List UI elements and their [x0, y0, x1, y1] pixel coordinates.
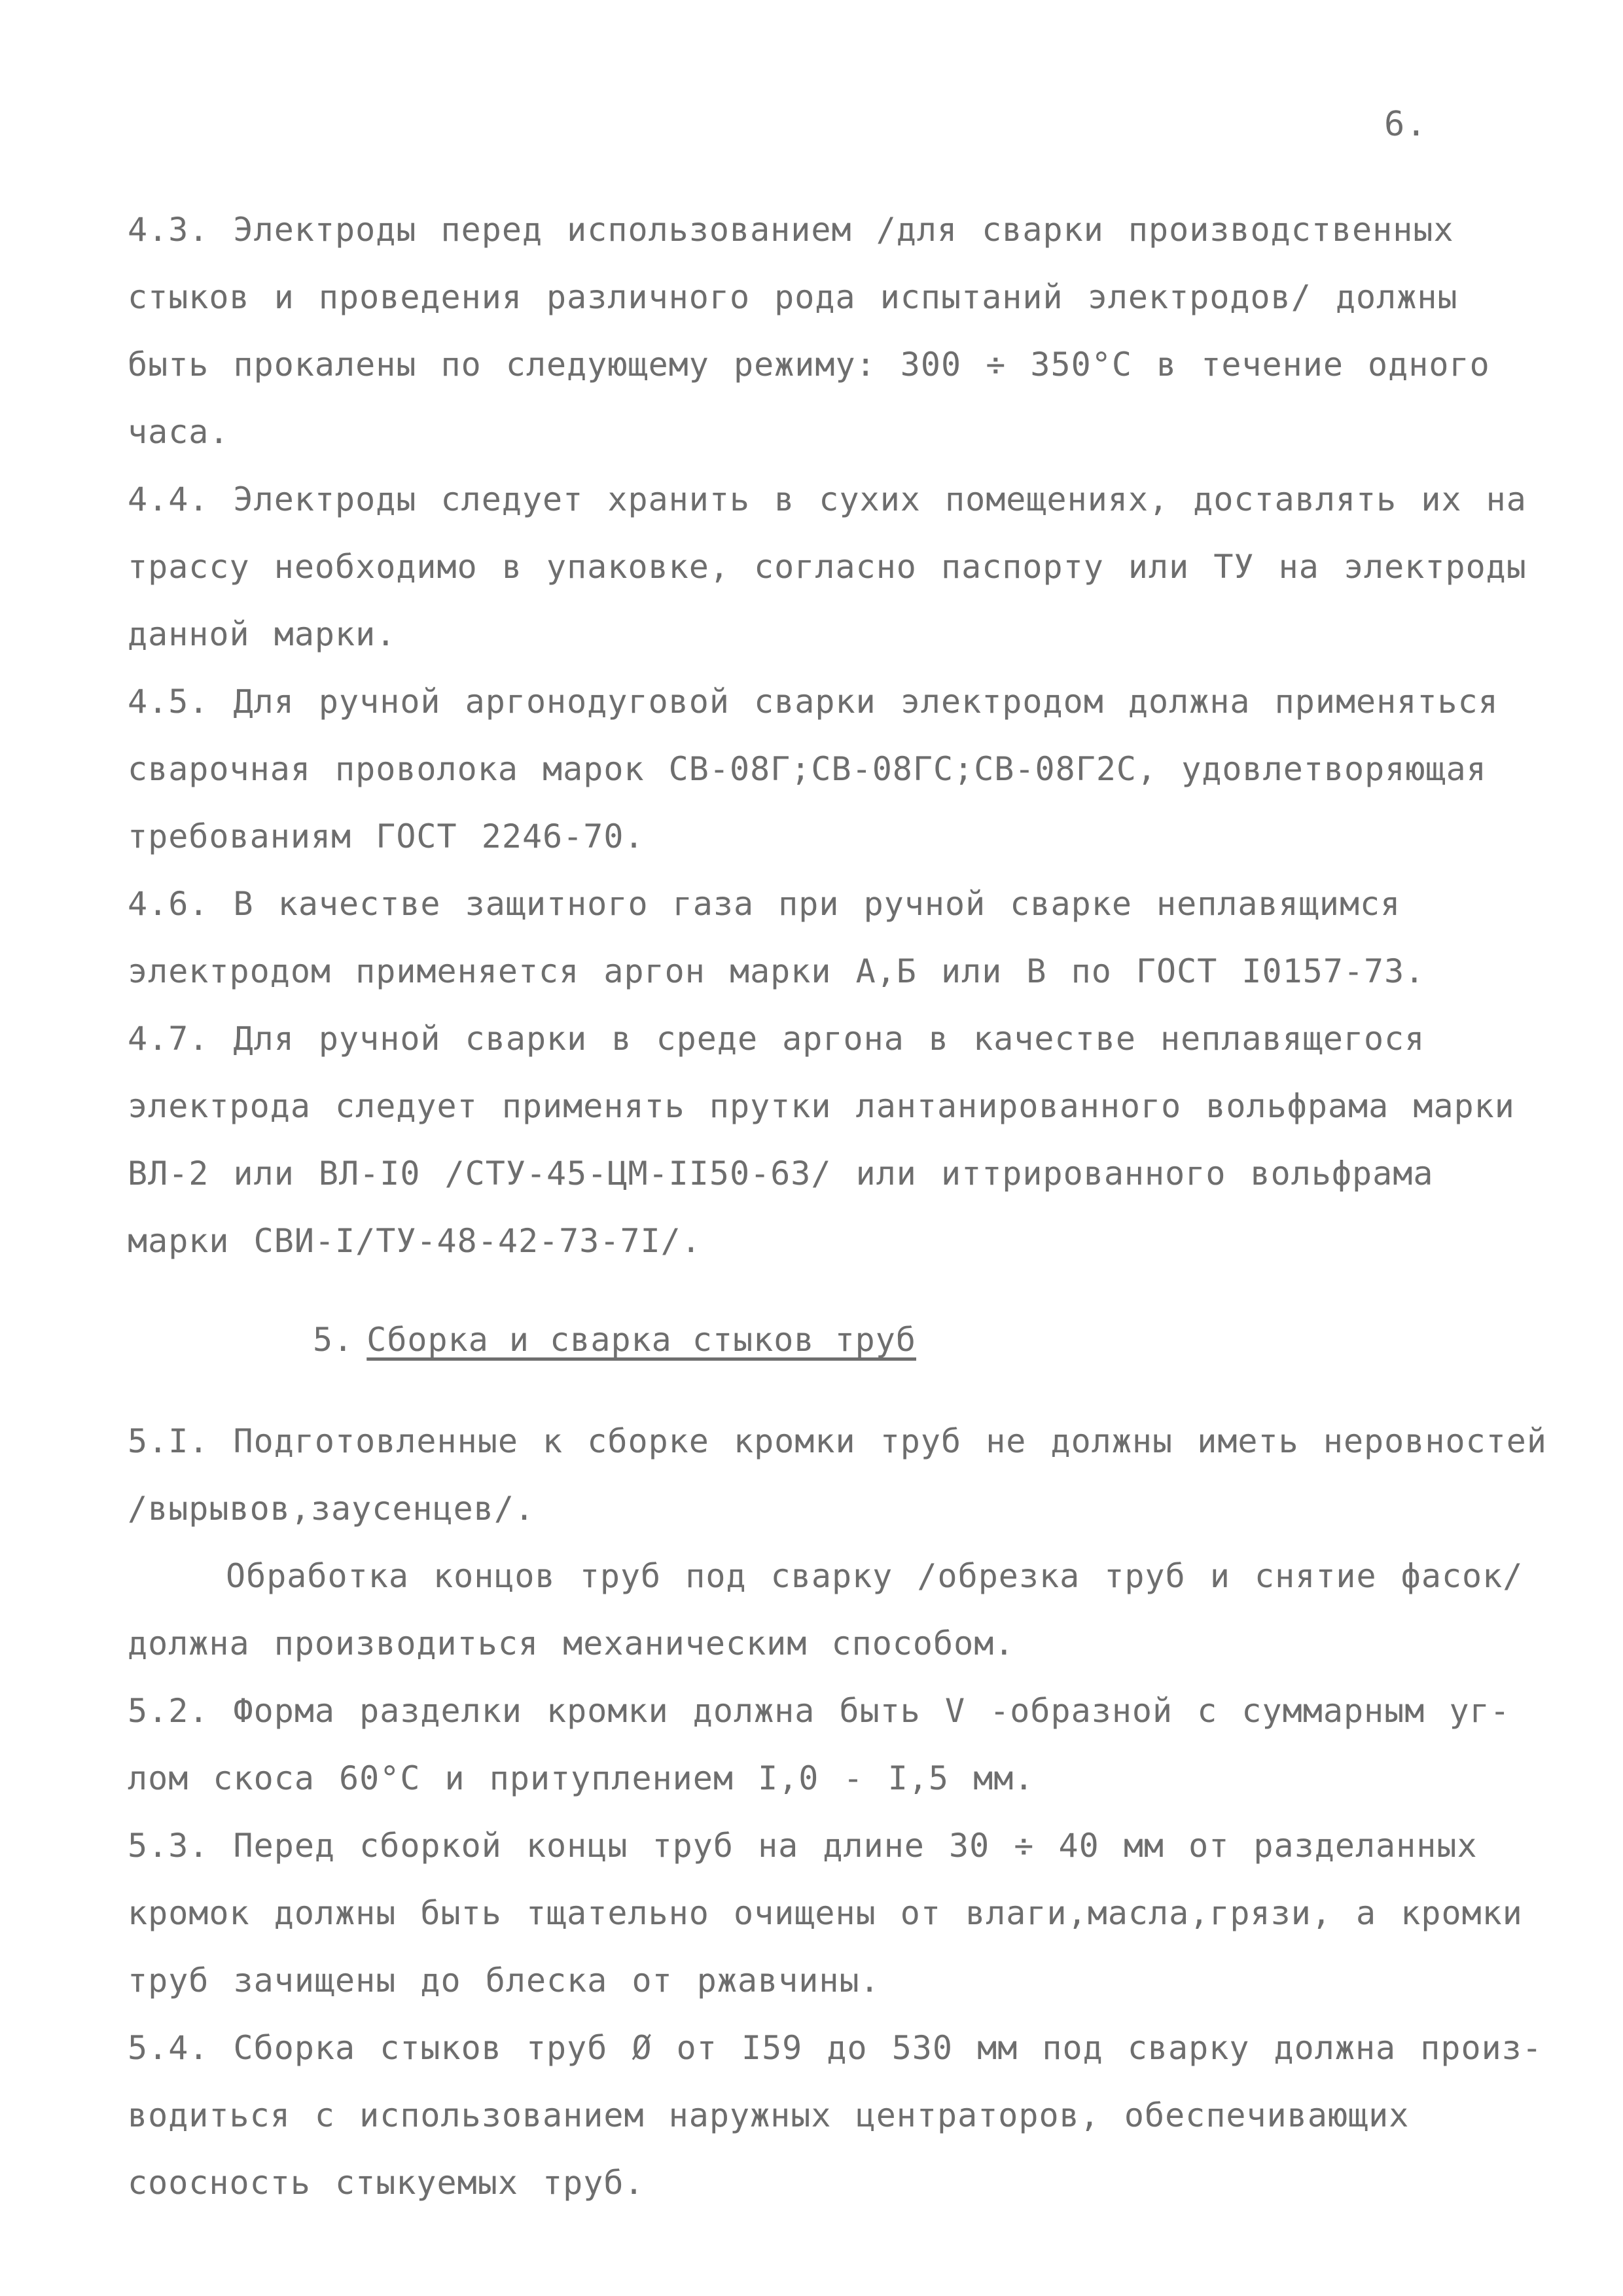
text-line: электрода следует применять прутки лантанированного вольфрама марки — [128, 1087, 1515, 1125]
text-line: данной марки. — [128, 615, 397, 653]
text-line: трассу необходимо в упаковке, согласно паспорту или ТУ на электроды — [128, 548, 1527, 586]
paragraph-4-3 — [128, 196, 1495, 466]
text-line: часа. — [128, 413, 230, 451]
paragraph-5-1 — [128, 1408, 1547, 1543]
paragraph-4-4 — [128, 466, 1527, 668]
text-line: 4.3. Электроды перед использованием /для сварки производственных — [128, 211, 1454, 249]
text-line: лом скоса 60°С и притуплением I,0 - I,5 мм. — [128, 1759, 1035, 1797]
section-5-heading — [128, 1306, 1495, 1374]
page-number: 6. — [1384, 105, 1428, 144]
text-line: 4.4. Электроды следует хранить в сухих помещениях, доставлять их на — [128, 480, 1527, 518]
text-line: 4.7. Для ручной сварки в среде аргона в качестве неплавящегося — [128, 1020, 1425, 1058]
document-body — [128, 196, 1547, 2217]
text-line: электродом применяется аргон марки А,Б или В по ГОСТ I0157-73. — [128, 952, 1425, 990]
paragraph-5-3 — [128, 1812, 1523, 2015]
text-line: 4.6. В качестве защитного газа при ручной сварке неплавящимся — [128, 885, 1401, 923]
text-line: соосность стыкуемых труб. — [128, 2164, 645, 2202]
text-line: Обработка концов труб под сварку /обрезка труб и снятие фасок/ — [226, 1557, 1524, 1595]
text-line: требованиям ГОСТ 2246-70. — [128, 817, 645, 855]
text-line: труб зачищены до блеска от ржавчины. — [128, 1962, 880, 2000]
text-line: стыков и проведения различного рода испытаний электродов/ должны — [128, 278, 1458, 316]
text-line: 5.3. Перед сборкой концы труб на длине 30 ÷ 40 мм от разделанных — [128, 1827, 1478, 1865]
text-line: 4.5. Для ручной аргонодуговой сварки электродом должна применяться — [128, 683, 1499, 721]
text-line: сварочная проволока марок СВ-08Г;СВ-08ГС;СВ-08Г2С, удовлетворяющая — [128, 750, 1487, 788]
paragraph-4-7 — [128, 1005, 1515, 1275]
paragraph-5-1-continued — [128, 1543, 1524, 1677]
section-title: Сборка и сварка стыков труб — [366, 1321, 916, 1359]
section-number: 5. — [313, 1321, 354, 1359]
text-line: /вырывов,заусенцев/. — [128, 1490, 535, 1528]
text-line: быть прокалены по следующему режиму: 300 ÷ 350°С в течение одного — [128, 346, 1490, 384]
text-line: 5.I. Подготовленные к сборке кромки труб не должны иметь неровностей — [128, 1422, 1547, 1460]
paragraph-4-5 — [128, 668, 1499, 870]
text-line: 5.4. Сборка стыков труб Ø от I59 до 530 мм под сварку должна произ- — [128, 2029, 1543, 2067]
text-line: марки СВИ-I/ТУ-48-42-73-7I/. — [128, 1222, 702, 1260]
paragraph-4-6 — [128, 870, 1495, 1005]
paragraph-5-2 — [128, 1677, 1510, 1812]
text-line: ВЛ-2 или ВЛ-I0 /СТУ-45-ЦМ-II50-63/ или иттрированного вольфрама — [128, 1155, 1434, 1193]
text-line: должна производиться механическим способом. — [128, 1624, 1015, 1662]
text-line: кромок должны быть тщательно очищены от влаги,масла,грязи, а кромки — [128, 1894, 1523, 1932]
paragraph-5-4 — [128, 2015, 1543, 2217]
text-line: водиться с использованием наружных центраторов, обеспечивающих — [128, 2096, 1410, 2134]
text-line: 5.2. Форма разделки кромки должна быть V -образной с суммарным уг- — [128, 1692, 1510, 1730]
